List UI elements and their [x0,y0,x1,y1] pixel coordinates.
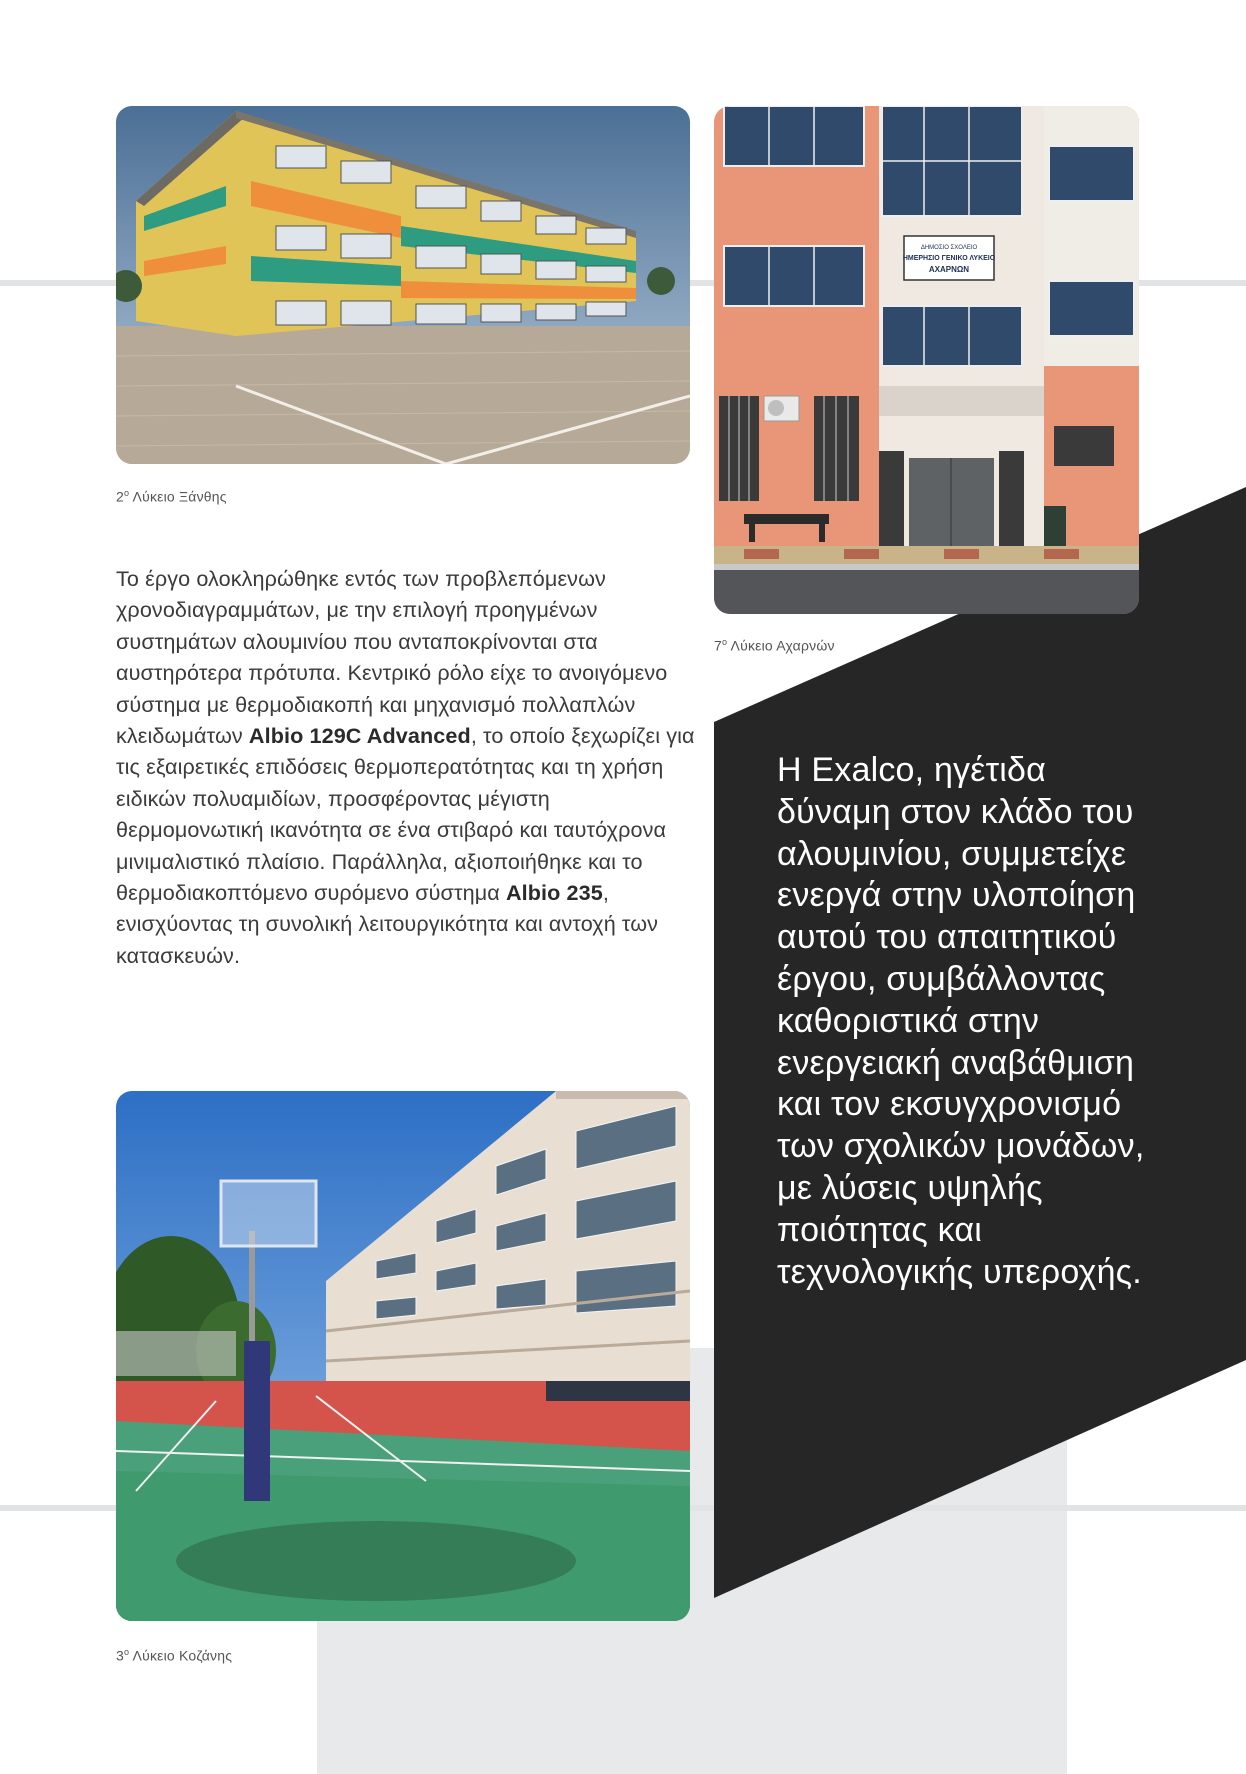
photo-lykeio-acharnon [714,106,1139,614]
sign-line-1: ΔΗΜΟΣΙΟ ΣΧΟΛΕΙΟ [920,245,978,251]
sign-line-2: ΗΜΕΡΗΣΙΟ ΓΕΝΙΚΟ ΛΥΚΕΙΟ [902,255,996,262]
sign-line-3: ΑΧΑΡΝΩΝ [928,265,970,274]
caption-photo-3: $3^o$ Λύκειο Κοζάνης [116,1647,233,1664]
body-paragraph: Το έργο ολοκληρώθηκε εντός των προβλεπόμενων χρονοδιαγραμμάτων, με την επιλογή προηγμένων συστημάτων αλουμινίου που ανταποκρίνονται στα αυστηρότερα πρότυπα. Κεντρικό ρόλο είχε το ανοιγόμενο σύστημα με θερμοδιακοπή και μηχανισμό πολλαπλών κλειδωμάτων Albio 129C Advanced, το οποίο ξεχωρίζει για τις εξαιρετικές επιδόσεις θερμοπερατότητας και τη χρήση ειδικών πολυαμιδίων, προσφέροντας μέγιστη θερμομονωτική ικανότητα σε ένα στιβαρό και ταυτόχρονα μινιμαλιστικό πλαίσιο. Παράλληλα, αξιοποιήθηκε και το θερμοδιακοπτόμενο συρόμενο σύστημα Albio 235, ενισχύοντας τη συνολική λειτουργικότητα και αντοχή των κατασκευών. [116,566,695,968]
photo-lykeio-kozanis [116,1091,690,1621]
caption-photo-1: $2^o$ Λύκειο Ξάνθης [116,488,227,505]
product-name-albio-129c: Albio 129C Advanced [248,723,471,749]
pull-quote: Η Exalco, ηγέτιδα δύναμη στον κλάδο του αλουμινίου, συμμετείχε ενεργά στην υλοποίηση αυτού του απαιτητικού έργου, συμβάλλοντας καθοριστικά στην ενεργειακή αναβάθμιση και τον εκσυγχρονισμό των σχολικών μονάδων, με λύσεις υψηλής ποιότητας και τεχνολογικής υπεροχής. [777,751,1145,1291]
photo-lykeio-xanthis [116,106,690,464]
caption-photo-2: $7^o$ Λύκειο Αχαρνών [714,637,835,654]
product-name-albio-235: Albio 235 [505,880,603,906]
